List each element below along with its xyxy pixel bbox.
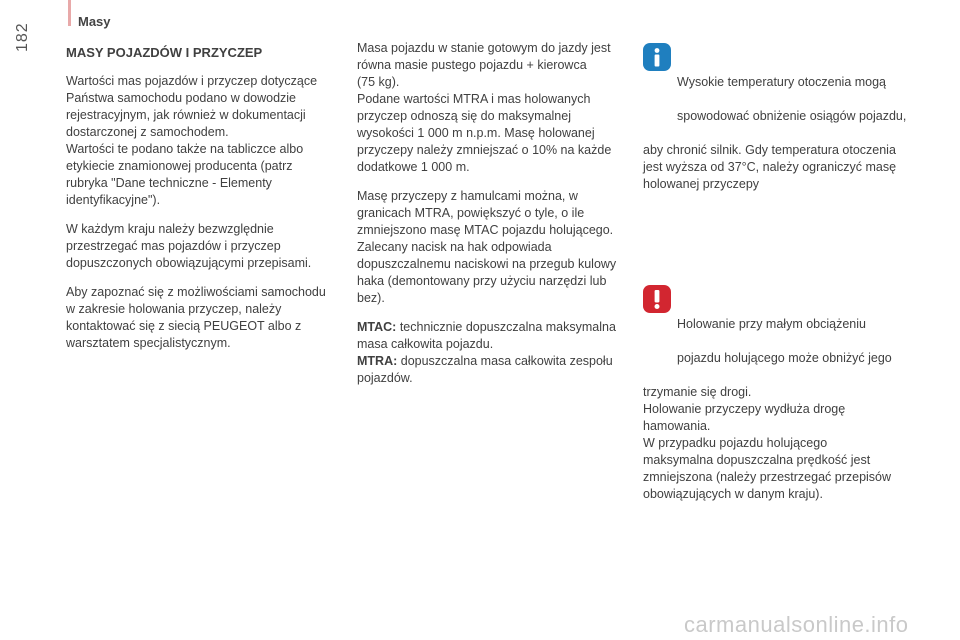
paragraph-ready-mass: Masa pojazdu w stanie gotowym do jazdy jest równa masie pustego pojazdu + kierowca (75 kg). Podane wartości MTRA i mas holowanych przyczep odnoszą się do maksymalnej wysokości 1 000 m n.p.m. Masę holowanej przyczepy należy zmniejszać o 10% na każde dodatkowe 1 000 m.	[357, 41, 612, 174]
mtra-text: dopuszczalna masa całkowita zespołu pojazdów.	[357, 354, 613, 385]
paragraph-braked-trailer: Masę przyczepy z hamulcami można, w granicach MTRA, powiększyć o tyle, o ile zmniejszono masę MTAC pojazdu holującego. Zalecany nacisk na hak odpowiada dopuszczalnemu naciskowi na przegub kulowy haka (demontowany przy użyciu narzędzi lub bez).	[357, 189, 617, 305]
page-number: 182	[14, 22, 31, 52]
watermark: carmanualsonline.info	[684, 612, 909, 637]
section-title: Masy	[78, 14, 111, 29]
mtac-label: MTAC:	[357, 320, 397, 334]
definition-mtac	[357, 319, 632, 353]
info-line-2: spowodować obniżenie osiągów pojazdu,	[677, 109, 907, 123]
definition-mtra	[357, 353, 632, 387]
paragraph-country-rules: W każdym kraju należy bezwzględnie przestrzegać mas pojazdów i przyczep dopuszczonych obowiązującymi przepisami.	[66, 222, 312, 270]
warning-line-2: pojazdu holującego może obniżyć jego	[677, 351, 892, 365]
info-note	[643, 40, 918, 210]
page-heading: MASY POJAZDÓW I PRZYCZEP	[66, 45, 263, 60]
mtac-text: technicznie dopuszczalna maksymalna masa całkowita pojazdu.	[357, 320, 616, 351]
warning-line-1: Holowanie przy małym obciążeniu	[677, 317, 866, 331]
section-accent-bar	[68, 0, 71, 26]
column-right	[643, 40, 918, 520]
warning-text-rest: trzymanie się drogi. Holowanie przyczepy wydłuża drogę hamowania. W przypadku pojazdu holującego maksymalna dopuszczalna prędkość jest zmniejszona (należy przestrzegać przepisów obowiązujących w danym kraju).	[643, 385, 892, 501]
column-middle	[357, 40, 632, 399]
warning-note	[643, 282, 918, 520]
warning-icon	[643, 285, 671, 313]
mtra-label: MTRA:	[357, 354, 398, 368]
paragraph-mass-values: Wartości mas pojazdów i przyczep dotyczące Państwa samochodu podano w dowodzie rejestracyjnym, jak również w dokumentacji dostarczonej z samochodem. Wartości te podano także na tabliczce albo etykiecie znamionowej producenta (patrz rubryka "Dane techniczne - Elementy identyfikacyjne").	[66, 74, 318, 207]
info-text-rest: aby chronić silnik. Gdy temperatura otoczenia jest wyższa od 37°C, należy ograniczyć masę holowanej przyczepy	[643, 143, 897, 191]
info-line-1: Wysokie temperatury otoczenia mogą	[677, 75, 887, 89]
column-left	[66, 40, 341, 364]
info-icon	[643, 43, 671, 71]
paragraph-contact-network: Aby zapoznać się z możliwościami samochodu w zakresie holowania przyczep, należy kontaktować się z siecią PEUGEOT albo z warsztatem specjalistycznym.	[66, 285, 326, 350]
